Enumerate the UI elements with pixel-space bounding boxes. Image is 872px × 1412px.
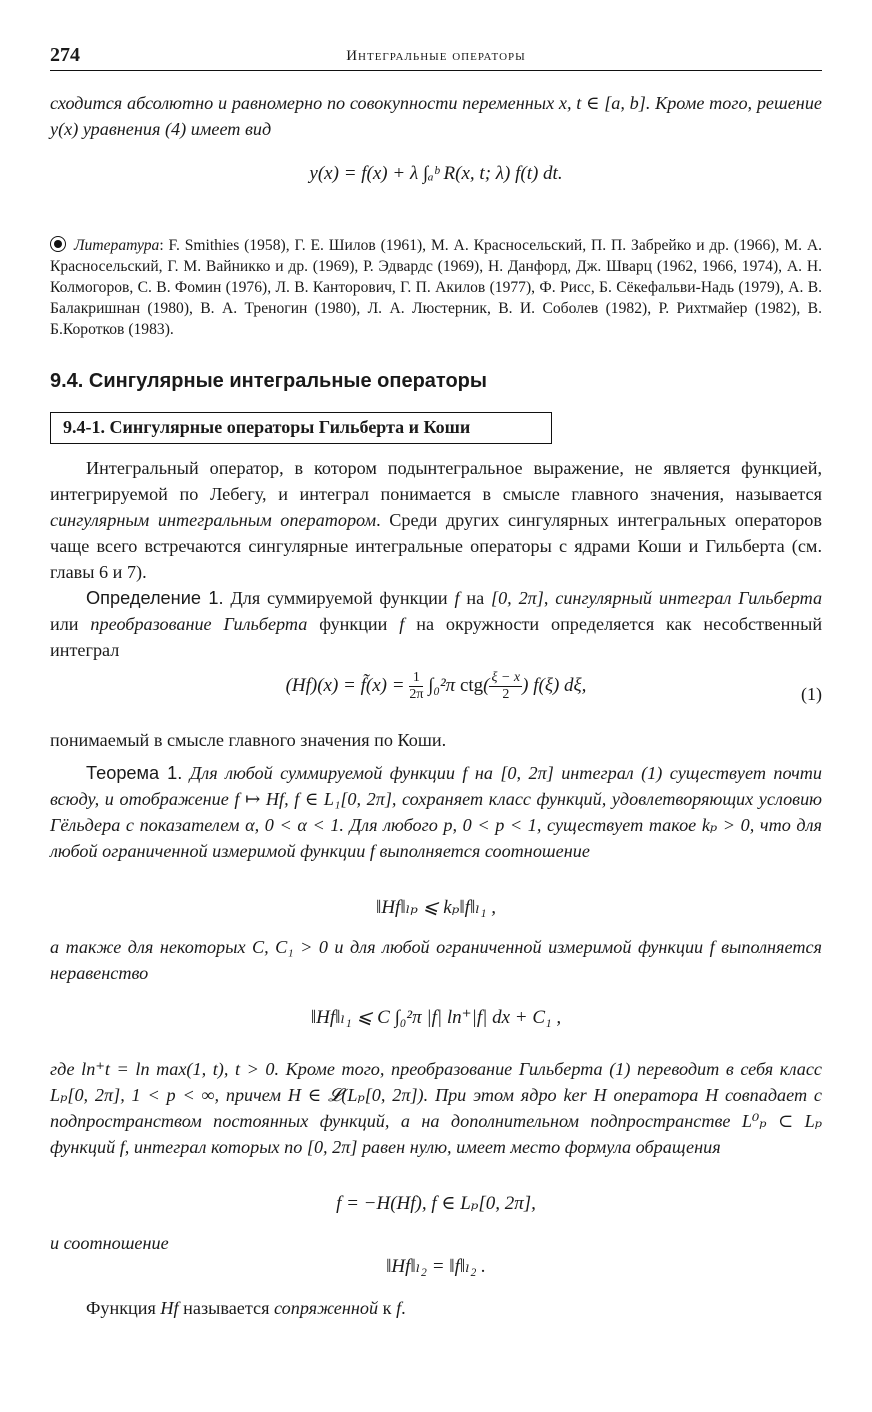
running-title: Интегральные операторы [346, 48, 526, 64]
resolvent-equation: y(x) = f(x) + λ ∫ₐᵇ R(x, t; λ) f(t) dt. [309, 163, 563, 184]
definition-label: Определение 1. [86, 588, 224, 608]
intro-paragraph: сходится абсолютно и равномерно по совокупности переменных x, t ∈ [a, b]. Кроме того, решение y(x) уравнения (4) имеет вид [50, 93, 822, 139]
l2-isometry: ‖Hf‖ₗ₂ = ‖f‖ₗ₂ . [386, 1256, 486, 1277]
page-header [50, 40, 822, 71]
subsection-title: 9.4-1. Сингулярные операторы Гильберта и Коши [63, 417, 471, 437]
page-number: 274 [50, 44, 80, 66]
literature-block [50, 235, 822, 340]
principal-value-note: понимаемый в смысле главного значения по Коши. [50, 730, 447, 750]
paragraph-singular-operators: Интегральный оператор, в котором подынтегральное выражение, не является функцией, интегрируемой по Лебегу, и интеграл понимается в смысле главного значения, называется сингулярным интегральным оператором. Среди других сингулярных интегральных операторов чаще всего встречаются сингулярные интегральные операторы с ядрами Коши и Гильберта (см. главы 6 и 7). [50, 458, 822, 582]
equation-number: (1) [801, 684, 822, 704]
inequality-lp: ‖Hf‖ₗₚ ⩽ kₚ‖f‖ₗ₁ , [376, 897, 496, 918]
literature-text: : F. Smithies (1958), Г. Е. Шилов (1961), М. А. Красносельский, П. П. Забрейко и др. (1966), М. А. Красносельский, Г. М. Вайникко и др. (1969), Р. Эдвардс (1969), Н. Данфорд, Дж. Шварц (1962, 1966, 1974), А. Н. Колмогоров, С. В. Фомин (1976), Л. В. Канторович, Г. П. Акилов (1977), Ф. Рисс, Б. Сёкефальви-Надь (1979), А. В. Балакришнан (1980), В. А. Треногин (1980), Л. А. Люстерник, В. И. Соболев (1982), Р. Рихтмайер (1982), В. Б.Коротков (1983). [50, 237, 822, 338]
literature-label: Литература [74, 237, 160, 254]
subsection-title-box [50, 412, 552, 444]
conjugate-function-sentence: Функция Hf называется сопряженной к f. [86, 1298, 406, 1318]
inequality-l1: ‖Hf‖ₗ₁ ⩽ C ∫₀²π |f| ln⁺|f| dx + C₁ , [310, 1007, 562, 1028]
theorem-1-part1: Теорема 1. Для любой суммируемой функции f на [0, 2π] интеграл (1) существует почти всюду, и отображение f ↦ Hf, f ∈ L₁[0, 2π], сохраняет класс функций, удовлетворяющих условию Гёльдера с показателем α, 0 < α < 1. Для любого p, 0 < p < 1, существует такое kₚ > 0, что для любой ограниченной измеримой функции f выполняется соотношение [50, 763, 822, 861]
definition-1: Определение 1. Для суммируемой функции f на [0, 2π], сингулярный интеграл Гильберта или преобразование Гильберта функции f на окружности определяется как несобственный интеграл [50, 588, 823, 660]
term-conjugate: сопряженной [274, 1298, 379, 1318]
theorem-1-part3: где ln⁺t = ln max(1, t), t > 0. Кроме того, преобразование Гильберта (1) переводит в себя класс Lₚ[0, 2π], 1 < p < ∞, причем H ∈ 𝓛(Lₚ[0, 2π]). При этом ядро ker H оператора H совпадает с подпространством постоянных функций, а на дополнительном подпространстве L⁰ₚ ⊂ Lₚ функций f, интеграл которых по [0, 2π] равен нулю, имеет место формула обращения [50, 1059, 822, 1157]
section-title: 9.4. Сингулярные интегральные операторы [50, 370, 487, 392]
theorem-label: Теорема 1. [86, 763, 183, 783]
theorem-1-part2: а также для некоторых C, C₁ > 0 и для любой ограниченной измеримой функции f выполняется неравенство [50, 937, 822, 983]
theorem-1-part4: и соотношение [50, 1233, 169, 1253]
inversion-formula: f = −H(Hf), f ∈ Lₚ[0, 2π], [336, 1193, 536, 1214]
document-page [50, 0, 822, 1412]
target-icon [50, 236, 66, 252]
term-singular-operator: сингулярным интегральным оператором [50, 510, 377, 530]
hilbert-transform-equation: (Hf)(x) = f̃(x) = $\frac{1}{2\pi}$ ∫₀²π ctg( $\frac{\xi - x}{2}$ ) f(ξ) dξ, [285, 670, 587, 702]
